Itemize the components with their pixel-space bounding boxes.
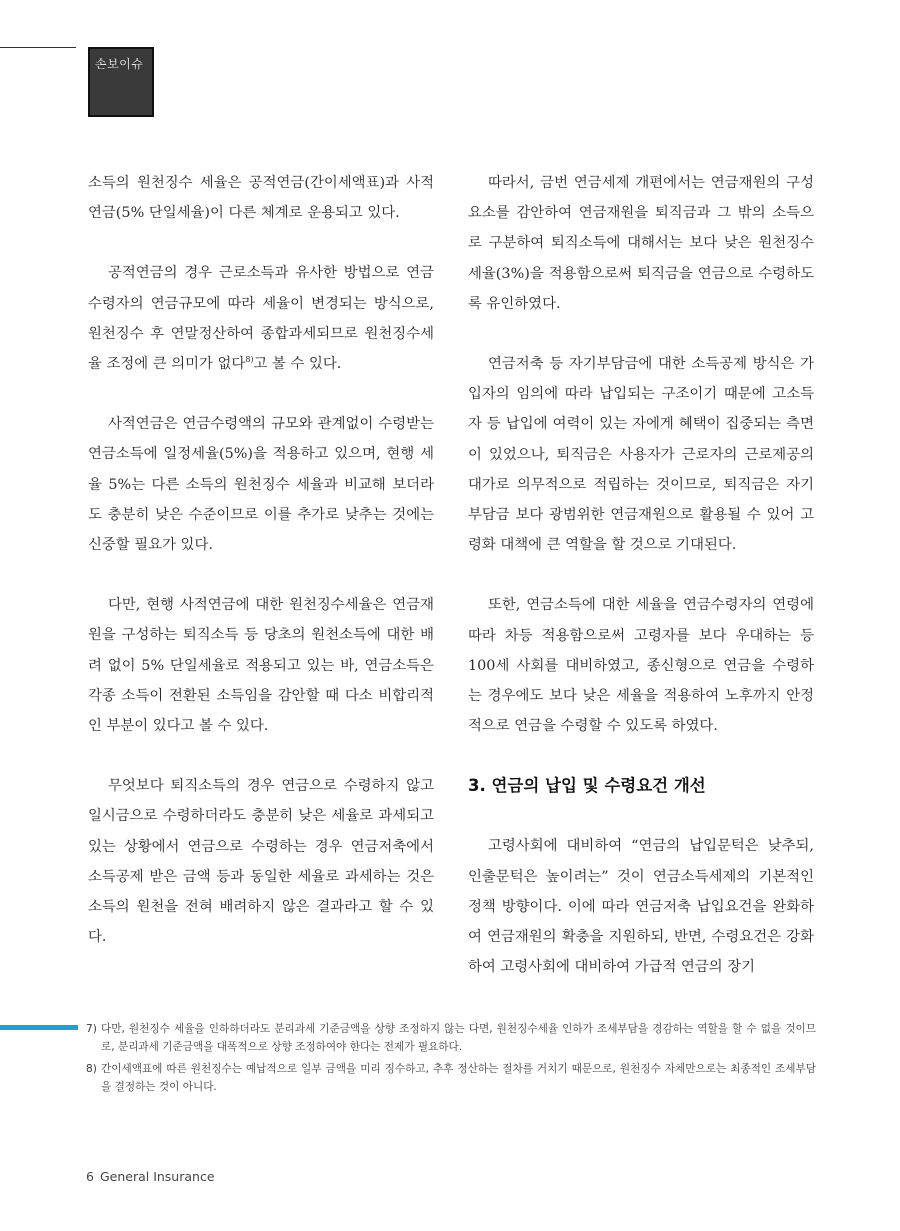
right-paragraph-4: 고령사회에 대비하여 “연금의 납입문턱은 낮추되, 인출문턱은 높이려는” 것이 연금소득세제의 기본적인 정책 방향이다. 이에 따라 연금저축 납입요건을 완화하여 연금재원의 확충을 지원하되, 반면, 수령요건은 강화하여 고령사회에 대비하여 가급적 연금의 장기 xyxy=(468,838,814,976)
footnote-text: 다만, 원천징수 세율을 인하하더라도 분리과세 기준금액을 상향 조정하지 않는 다면, 원천징수세율 인하가 조세부담을 경감하는 역할을 할 수 없을 것이므로, 분리과세 기준금액을 대폭적으로 상향 조정하여야 한다는 전제가 필요하다. xyxy=(101,1023,816,1053)
left-paragraph-5: 무엇보다 퇴직소득의 경우 연금으로 수령하지 않고 일시금으로 수령하더라도 충분히 낮은 세율로 과세되고 있는 상황에서 연금으로 수령하는 경우 연금저축에서 소득공제 받은 금액 등과 동일한 세율로 과세하는 것은 소득의 원천을 전혀 배려하지 않은 결과라고 할 수 있다. xyxy=(88,778,434,946)
page-number: 6 xyxy=(86,1169,94,1184)
section-heading: 3. 연금의 납입 및 수령요건 개선 xyxy=(468,776,706,796)
left-paragraph-2 xyxy=(88,258,434,379)
left-paragraph-2-text: 공적연금의 경우 근로소득과 유사한 방법으로 연금수령자의 연금규모에 따라 세율이 변경되는 방식으로, 원천징수 후 연말정산하여 종합과세되므로 원천징수세율 조정에 큰 의미가 없다 xyxy=(88,265,434,373)
footnotes xyxy=(86,1020,816,1100)
footnote-text: 간이세액표에 따른 원천징수는 예납적으로 일부 금액을 미리 징수하고, 추후 정산하는 절차를 거치기 때문으로, 원천징수 자체만으로는 최종적인 조세부담을 결정하는 것이 아니다. xyxy=(101,1063,816,1093)
page-footer xyxy=(86,1169,215,1184)
footnote-number: 7) xyxy=(86,1023,97,1035)
footnote-8 xyxy=(86,1060,816,1096)
left-column xyxy=(88,168,434,982)
left-paragraph-3: 사적연금은 연금수령액의 규모와 관계없이 수령받는 연금소득에 일정세율(5%)을 적용하고 있으며, 현행 세율 5%는 다른 소득의 원천징수 세율과 비교해 보더라도 충분히 낮은 수준이므로 이를 추가로 낮추는 것에는 신중할 필요가 있다. xyxy=(88,416,434,554)
right-paragraph-2: 연금저축 등 자기부담금에 대한 소득공제 방식은 가입자의 임의에 따라 납입되는 구조이기 때문에 고소득자 등 납입에 여력이 있는 자에게 혜택이 집중되는 측면이 있었으나, 퇴직금은 사용자가 근로자의 근로제공의 대가로 의무적으로 적립하는 것이므로, 퇴직금은 자기부담금 보다 광범위한 연금재원으로 활용될 수 있어 고령화 대책에 큰 역할을 할 것으로 기대된다. xyxy=(468,356,814,554)
right-column xyxy=(468,168,814,1012)
publication-name: General Insurance xyxy=(99,1169,215,1184)
left-paragraph-4: 다만, 현행 사적연금에 대한 원천징수세율은 연금재원을 구성하는 퇴직소득 등 당초의 원천소득에 대한 배려 없이 5% 단일세율로 적용되고 있는 바, 연금소득은 각종 소득이 전환된 소득임을 감안할 때 다소 비합리적인 부분이 있다고 볼 수 있다. xyxy=(88,597,434,735)
right-paragraph-3: 또한, 연금소득에 대한 세율을 연금수령자의 연령에 따라 차등 적용함으로써 고령자를 보다 우대하는 등 100세 사회를 대비하였고, 종신형으로 연금을 수령하는 경우에도 보다 낮은 세율을 적용하여 노후까지 안정적으로 연금을 수령할 수 있도록 하였다. xyxy=(468,597,814,735)
section-tab xyxy=(88,47,154,117)
footnote-number: 8) xyxy=(86,1063,97,1075)
left-paragraph-1: 소득의 원천징수 세율은 공적연금(간이세액표)과 사적연금(5% 단일세율)이 다른 체계로 운용되고 있다. xyxy=(88,175,434,222)
top-rule xyxy=(0,47,76,48)
footnote-7 xyxy=(86,1020,816,1056)
footnote-accent-bar xyxy=(0,1025,78,1030)
footnote-ref-8: 8) xyxy=(245,355,254,365)
right-paragraph-1: 따라서, 금번 연금세제 개편에서는 연금재원의 구성요소를 감안하여 연금재원을 퇴직금과 그 밖의 소득으로 구분하여 퇴직소득에 대해서는 보다 낮은 원천징수세율(3%)을 적용함으로써 퇴직금을 연금으로 수령하도록 유인하였다. xyxy=(468,175,814,312)
left-paragraph-2-tail: 고 볼 수 있다. xyxy=(253,356,342,373)
section-label: 손보이슈 xyxy=(95,57,144,71)
